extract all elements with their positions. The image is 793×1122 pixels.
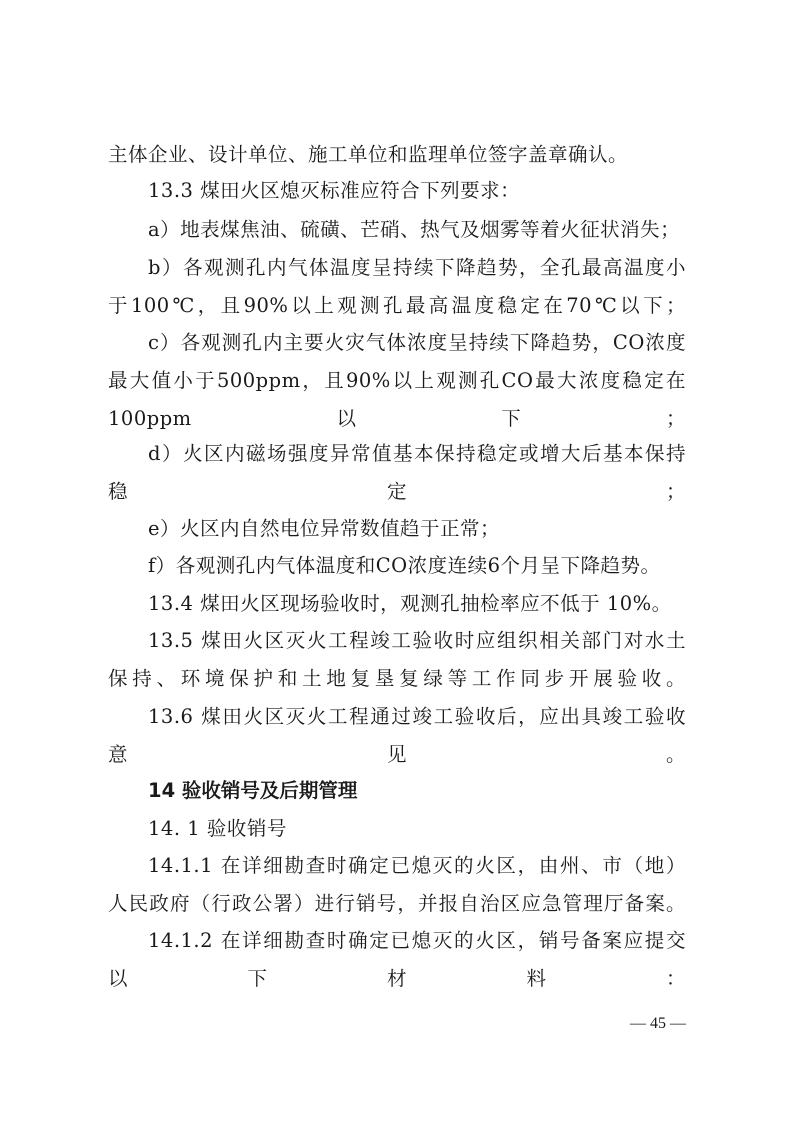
- text-line: 14.1.1 在详细勘查时确定已熄灭的火区，由州、市（地）: [148, 854, 686, 877]
- paragraph-item-d: [108, 436, 686, 510]
- page-number: — 45 —: [630, 1015, 686, 1032]
- text-line: c）各观测孔内主要火灾气体浓度呈持续下降趋势，CO浓度: [148, 331, 686, 354]
- paragraph-14-1-1: [108, 848, 686, 922]
- text-line: 14.1.2 在详细勘查时确定已熄灭的火区，销号备案应提交: [148, 929, 686, 952]
- text-line: 稳定；: [108, 480, 686, 503]
- text-line: 意见。: [108, 743, 686, 766]
- paragraph-item-c: [108, 325, 686, 437]
- paragraph-intro: [108, 137, 686, 173]
- paragraph-13-5: [108, 623, 686, 697]
- text-line: a）地表煤焦油、硫磺、芒硝、热气及烟雾等着火征状消失；: [148, 218, 681, 241]
- text-line: 主体企业、设计单位、施工单位和监理单位签字盖章确认。: [108, 143, 629, 166]
- section-heading-14: 14 验收销号及后期管理: [148, 779, 358, 802]
- text-line: 13.6 煤田火区灭火工程通过竣工验收后，应出具竣工验收: [148, 705, 686, 728]
- text-line: 13.3 煤田火区熄灭标准应符合下列要求：: [148, 179, 521, 202]
- text-line: 13.4 煤田火区现场验收时，观测孔抽检率应不低于 10%。: [148, 592, 672, 615]
- text-line: 于100℃，且90%以上观测孔最高温度稳定在70℃以下；: [108, 294, 686, 317]
- text-line: 13.5 煤田火区灭火工程竣工验收时应组织相关部门对水土: [148, 629, 686, 652]
- text-line: 保持、环境保护和土地复垦复绿等工作同步开展验收。: [108, 667, 686, 690]
- text-line: 最大值小于500ppm，且90%以上观测孔CO最大浓度稳定在: [108, 369, 686, 392]
- text-line: e）火区内自然电位异常数值趋于正常；: [148, 517, 501, 540]
- paragraph-14-1-2: [108, 923, 686, 997]
- text-line: 以下材料：: [108, 967, 686, 990]
- text-line: d）火区内磁场强度异常值基本保持稳定或增大后基本保持: [148, 442, 686, 465]
- paragraph-13-3: [148, 173, 686, 209]
- paragraph-item-f: [148, 548, 686, 584]
- paragraph-13-4: [148, 586, 686, 622]
- text-line: 人民政府（行政公署）进行销号，并报自治区应急管理厅备案。: [108, 892, 686, 915]
- text-line: 100ppm以下；: [108, 407, 686, 430]
- paragraph-13-6: [108, 699, 686, 773]
- paragraph-item-b: [108, 250, 686, 324]
- subsection-heading-14-1: [148, 811, 686, 847]
- paragraph-item-a: [148, 212, 686, 248]
- text-line: f）各观测孔内气体温度和CO浓度连续6个月呈下降趋势。: [148, 554, 661, 577]
- paragraph-item-e: [148, 511, 686, 547]
- text-line: 14. 1 验收销号: [148, 817, 287, 840]
- text-line: b）各观测孔内气体温度呈持续下降趋势，全孔最高温度小: [148, 256, 686, 279]
